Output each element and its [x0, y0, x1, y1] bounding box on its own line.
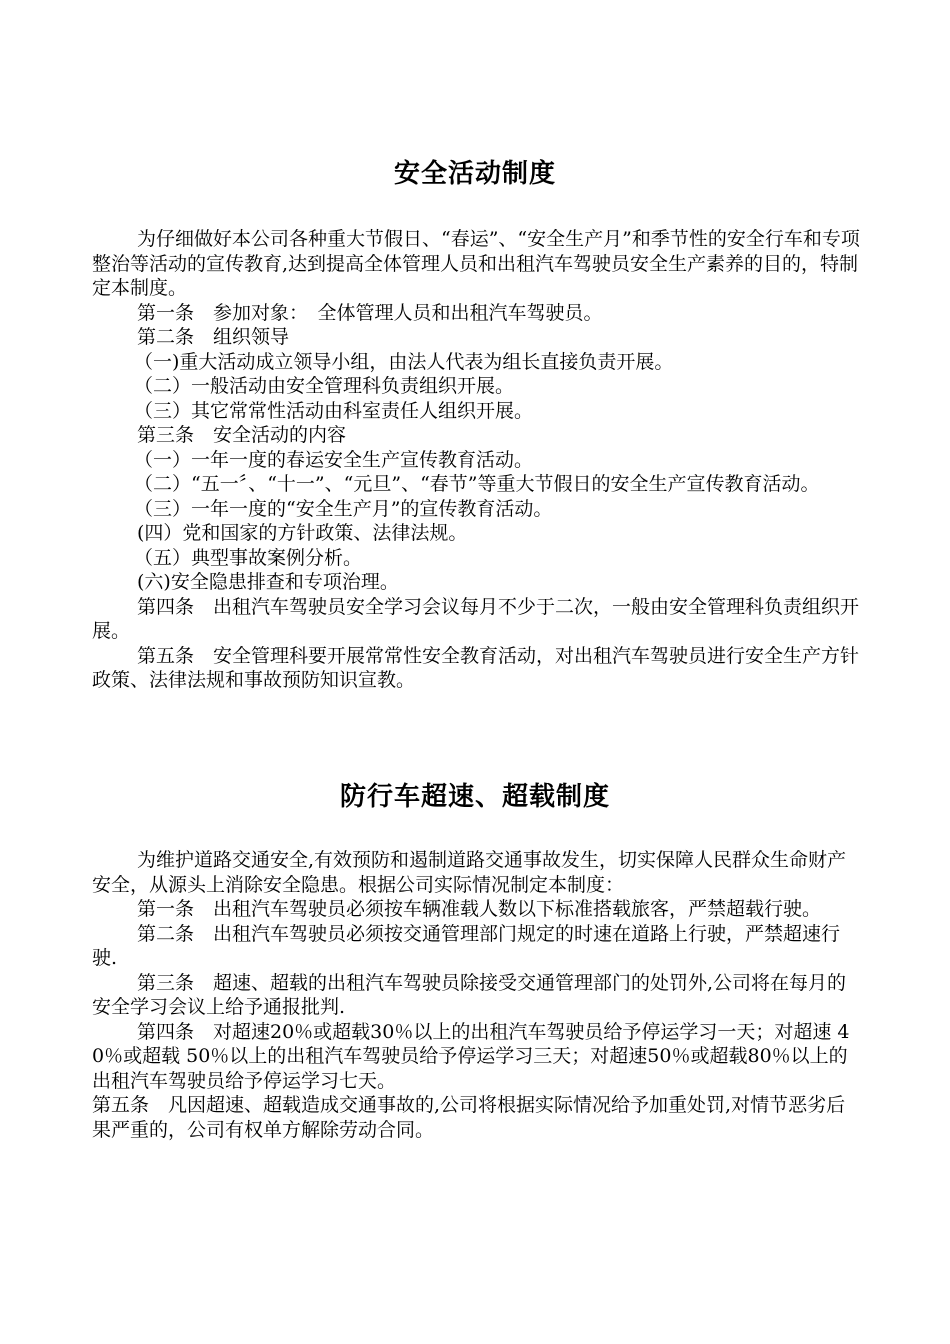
section2-body	[92, 848, 862, 1142]
section1-title: 安全活动制度	[393, 159, 556, 189]
section2-article-5: 第五条 凡因超速、超载造成交通事故的,公司将根据实际情况给予加重处罚,对情节恶劣后果严重的，公司有权单方解除劳动合同。	[92, 1094, 846, 1141]
section1-item-2-2: （二）一般活动由安全管理科负责组织开展。	[134, 375, 515, 397]
section1-item-3-4: (四）党和国家的方针政策、法律法规。	[137, 522, 468, 544]
section1-item-3-2: （二）“五一〞、“十一”、“元旦”、“春节”等重大节假日的安全生产宣传教育活动。	[134, 473, 820, 495]
section1-item-3-6: (六)安全隐患排查和专项治理。	[137, 571, 399, 593]
section1-item-2-1: （一)重大活动成立领导小组，由法人代表为组长直接负责开展。	[134, 350, 674, 373]
section1-item-3-3: （三）一年一度的“安全生产月”的宣传教育活动。	[134, 497, 553, 520]
section2-article-2: 第二条 出租汽车驾驶员必须按交通管理部门规定的时速在道路上行驶，严禁超速行驶.	[92, 922, 841, 969]
section1-intro: 为仔细做好本公司各种重大节假日、“春运”、“安全生产月”和季节性的安全行车和专项整治等活动的宣传教育,达到提高全体管理人员和出租汽车驾驶员安全生产素养的目的，特制定本制度。	[92, 228, 860, 299]
section2-article-1: 第一条 出租汽车驾驶员必须按车辆准载人数以下标准搭载旅客，严禁超载行驶。	[137, 898, 822, 920]
section1-item-3-1: （一）一年一度的春运安全生产宣传教育活动。	[134, 448, 534, 471]
section1-item-3-5: （五）典型事故案例分析。	[134, 546, 363, 569]
section1-article-5: 第五条 安全管理科要开展常常性安全教育活动，对出租汽车驾驶员进行安全生产方针政策、法律法规和事故预防知识宣教。	[92, 644, 860, 691]
section2-intro: 为维护道路交通安全,有效预防和遏制道路交通事故发生，切实保障人民群众生命财产安全，从源头上消除安全隐患。根据公司实际情况制定本制度：	[92, 849, 847, 896]
section2-article-3: 第三条 超速、超载的出租汽车驾驶员除接受交通管理部门的处罚外,公司将在每月的安全学习会议上给予通报批判.	[92, 971, 847, 1018]
section1-article-4: 第四条 出租汽车驾驶员安全学习会议每月不少于二次，一般由安全管理科负责组织开展。	[92, 595, 860, 642]
section1-article-2: 第二条 组织领导	[137, 326, 290, 348]
section1-body	[92, 227, 862, 693]
section1-article-1: 第一条 参加对象： 全体管理人员和出租汽车驾驶员。	[137, 301, 603, 324]
section2-article-4: 第四条 对超速20％或超载30％以上的出租汽车驾驶员给予停运学习一天；对超速 40％或超载 50％以上的出租汽车驾驶员给予停运学习三天；对超速50％或超载80％以上的出租汽车驾驶员给予停运学习七天。	[92, 1020, 850, 1092]
section1-article-3: 第三条 安全活动的内容	[137, 424, 347, 446]
section1-item-2-3: （三）其它常常性活动由科室责任人组织开展。	[134, 399, 534, 422]
section2-title: 防行车超速、超载制度	[339, 782, 610, 812]
